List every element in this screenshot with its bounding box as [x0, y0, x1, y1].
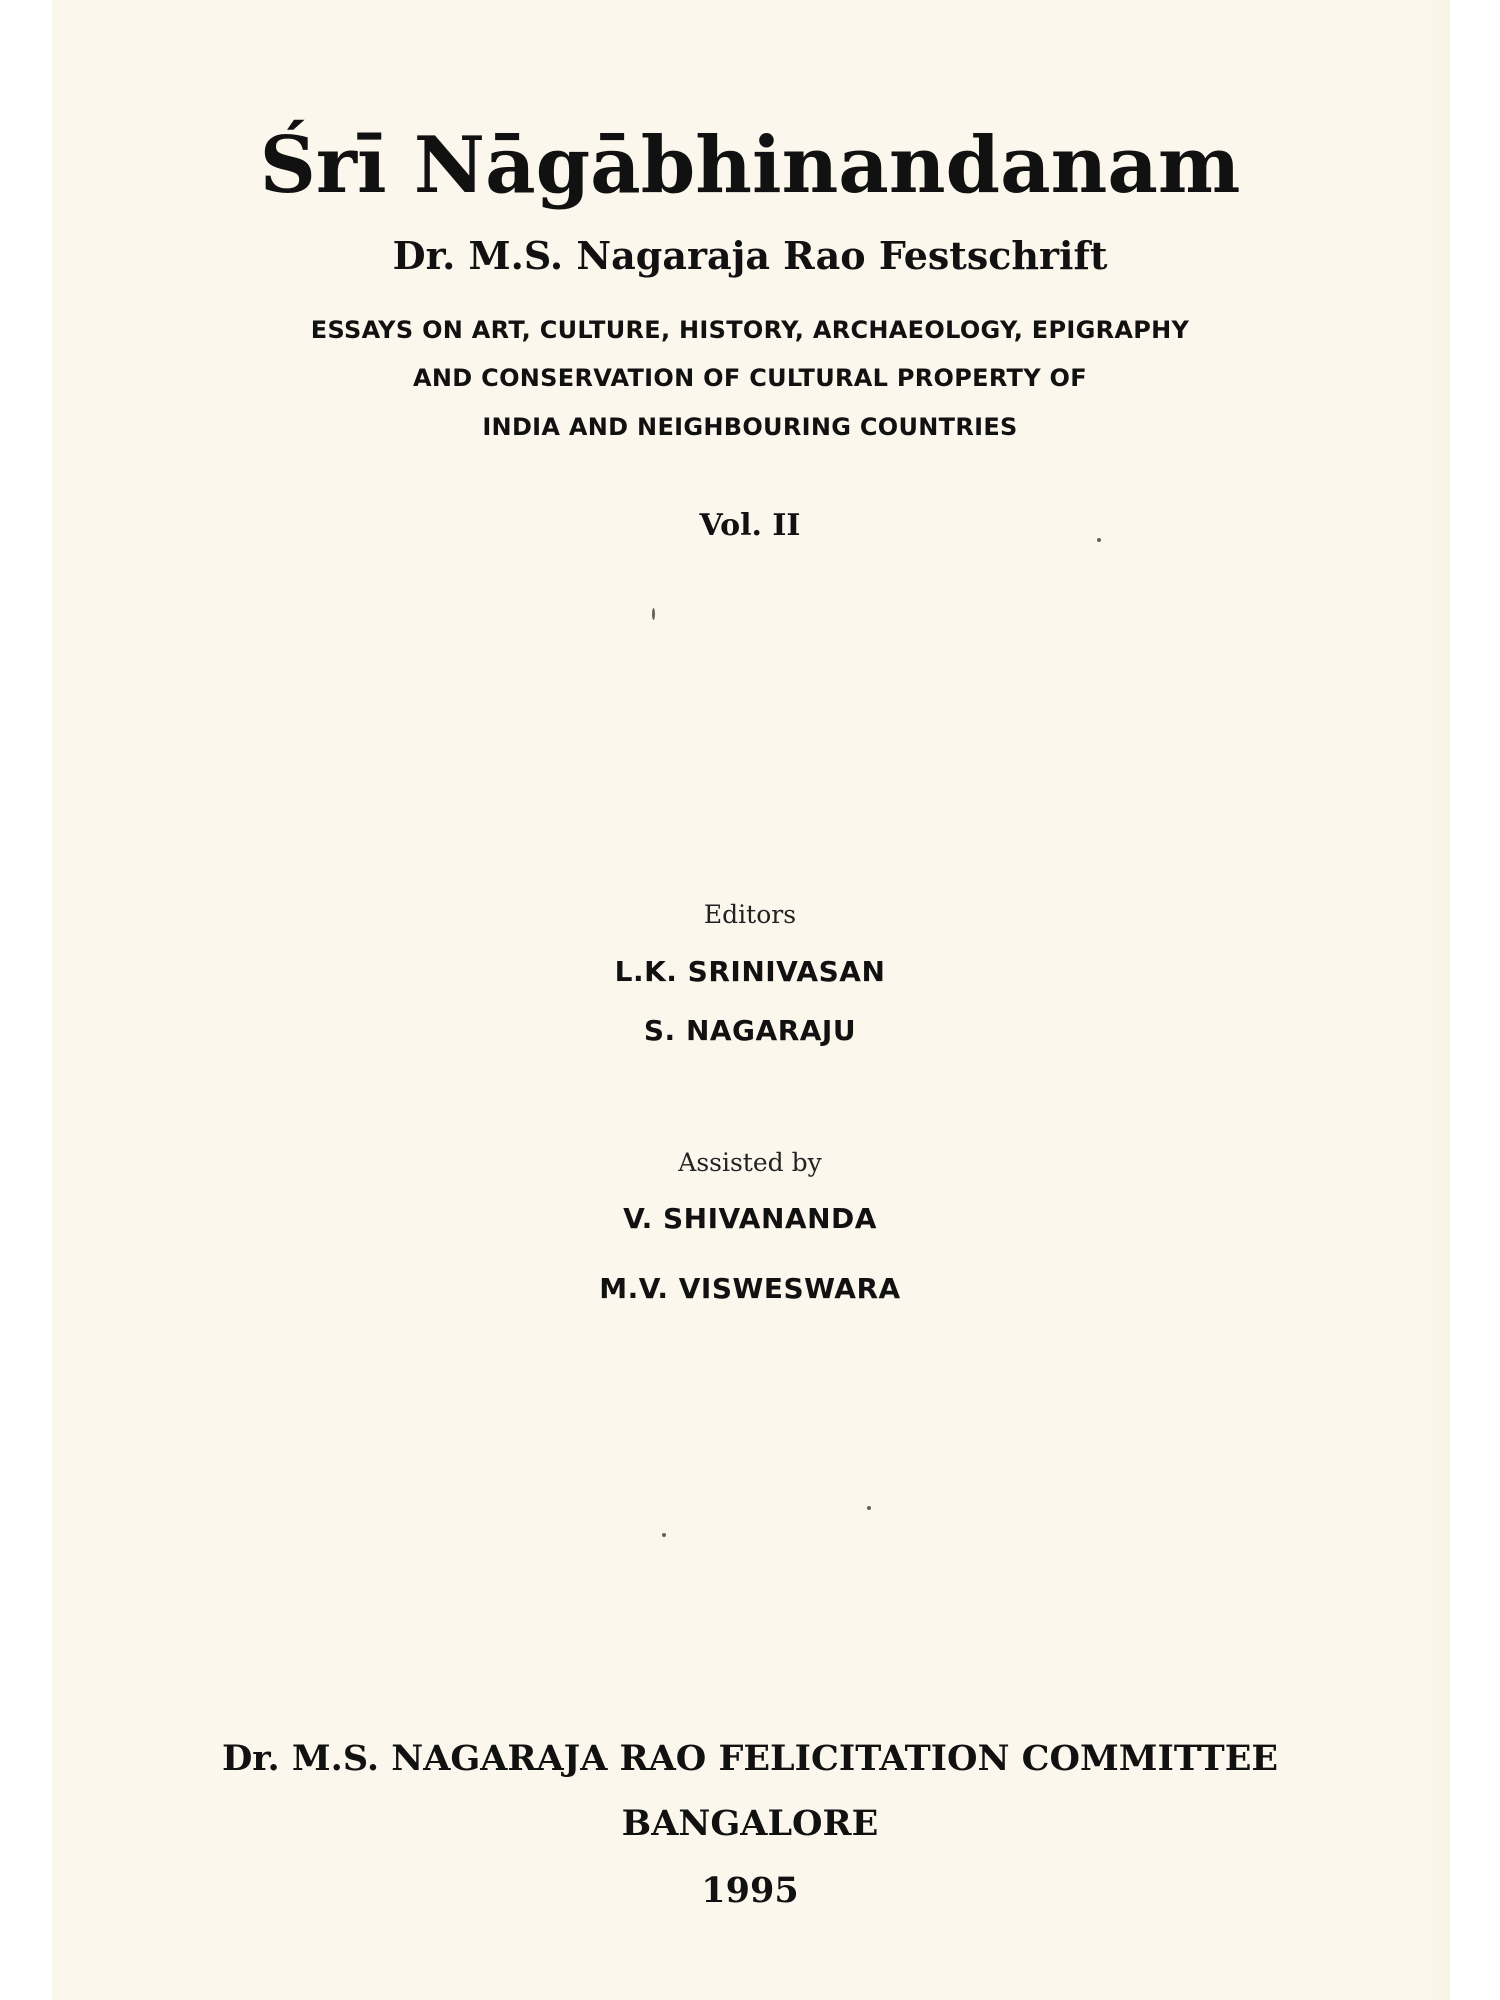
editors-label: Editors [703, 900, 797, 929]
editor-name: S. NAGARAJU [643, 1014, 857, 1047]
publisher-name: Dr. M.S. NAGARAJA RAO FELICITATION COMMITTEE [221, 1738, 1279, 1779]
book-subtitle: Dr. M.S. Nagaraja Rao Festschrift [392, 233, 1108, 278]
volume-label: Vol. II [699, 508, 801, 543]
print-speck [652, 608, 655, 620]
book-title: Śrī Nāgābhinandanam [259, 120, 1241, 211]
page-edge-shade [1422, 0, 1450, 2000]
assistant-name: M.V. VISWESWARA [599, 1272, 901, 1305]
print-speck [867, 1506, 871, 1510]
assisted-by-label: Assisted by [678, 1148, 822, 1177]
publication-year: 1995 [701, 1870, 799, 1911]
description-line-3: INDIA AND NEIGHBOURING COUNTRIES [482, 413, 1018, 441]
print-speck [662, 1533, 666, 1537]
description-line-2: AND CONSERVATION OF CULTURAL PROPERTY OF [413, 364, 1087, 392]
title-page [52, 0, 1450, 2000]
assistant-name: V. SHIVANANDA [623, 1202, 877, 1235]
editor-name: L.K. SRINIVASAN [614, 955, 886, 988]
publisher-city: BANGALORE [621, 1803, 879, 1844]
description-line-1: ESSAYS ON ART, CULTURE, HISTORY, ARCHAEOLOGY, EPIGRAPHY [310, 316, 1190, 344]
